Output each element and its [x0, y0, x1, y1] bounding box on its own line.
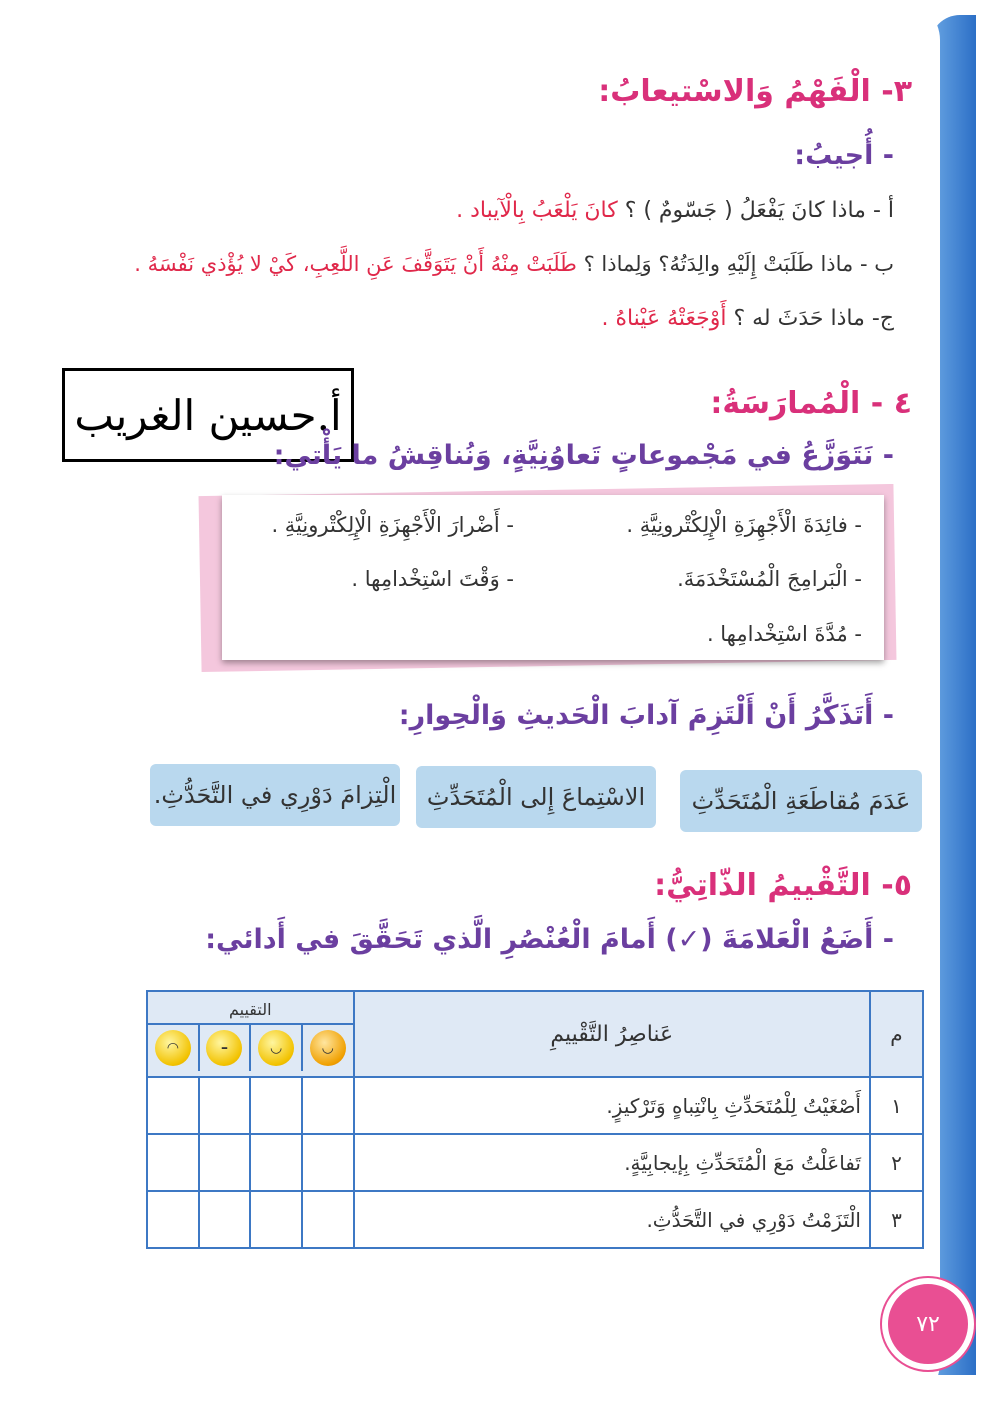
- rating-cell[interactable]: [147, 1191, 199, 1248]
- etiquette-item: عَدَمَ مُقاطَعَةِ الْمُتَحَدِّثِ: [680, 770, 922, 832]
- topic-item: - فائِدَةَ الْأَجْهِزَةِ الْإِلِكْتْرونِيَّةِ .: [626, 513, 862, 537]
- etiquette-title: - أَتَذَكَّرُ أَنْ أَلْتَزِمَ آدابَ الْحَديثِ وَالْحِوارِ:: [398, 700, 894, 731]
- header-num: م: [870, 991, 923, 1077]
- question-a-text: أ - ماذا كانَ يَفْعَلُ ( جَسّومٌ ) ؟: [624, 198, 894, 223]
- rating-cell[interactable]: [250, 1077, 302, 1134]
- rating-cell[interactable]: [302, 1077, 354, 1134]
- table-row: [147, 1077, 923, 1134]
- row-num: ١: [870, 1077, 923, 1134]
- row-item: أَصْغَيْتُ لِلْمُتَحَدِّثِ بِانْتِباهٍ وَتَرْكيزٍ.: [354, 1077, 870, 1134]
- section5-instruction: - أَضَعُ الْعَلامَةَ (✓) أَمامَ الْعُنْصُرِ الَّذي تَحَقَّقَ في أَدائي:: [205, 924, 894, 955]
- header-items: عَناصِرُ التَّقْييمِ: [354, 991, 870, 1077]
- question-b: [134, 252, 894, 276]
- etiquette-item: الاسْتِماعَ إِلى الْمُتَحَدِّثِ: [416, 766, 656, 828]
- rating-faces: [148, 1023, 353, 1071]
- rating-cell[interactable]: [199, 1077, 251, 1134]
- section4-title: ٤ - الْمُمارَسَةُ:: [710, 386, 912, 421]
- smile-face-icon: ◡: [310, 1030, 346, 1066]
- row-item: الْتَزَمْتُ دَوْرِي في التَّحَدُّثِ.: [354, 1191, 870, 1248]
- header-rating: [147, 991, 354, 1077]
- rating-cell[interactable]: [302, 1191, 354, 1248]
- topic-item: - أَضْرارَ الْأَجْهِزَةِ الْإِلِكْتْرونِيَّةِ .: [271, 513, 514, 537]
- section5-title: ٥- التَّقْييمُ الذّاتِيُّ:: [654, 868, 912, 903]
- face-cell: [198, 1025, 250, 1071]
- rating-cell[interactable]: [250, 1191, 302, 1248]
- face-cell: [301, 1025, 353, 1071]
- rating-cell[interactable]: [250, 1134, 302, 1191]
- author-name-box: أ.حسين الغريب: [62, 368, 354, 462]
- sad-face-icon: ◠: [155, 1030, 191, 1066]
- row-num: ٣: [870, 1191, 923, 1248]
- topic-item: - وَقْتَ اسْتِخْدامِها .: [351, 567, 514, 591]
- self-assessment-table: [146, 990, 924, 1249]
- question-c-text: ج- ماذا حَدَثَ له ؟: [733, 306, 894, 331]
- question-a: [456, 198, 894, 223]
- rating-cell[interactable]: [199, 1191, 251, 1248]
- table-row: [147, 1191, 923, 1248]
- table-header-row: [147, 991, 923, 1077]
- etiquette-item: الْتِزامَ دَوْرِي في التَّحَدُّثِ.: [150, 764, 400, 826]
- section3-instruction: - أُجيبُ:: [794, 140, 894, 171]
- face-cell: [148, 1025, 198, 1071]
- row-num: ٢: [870, 1134, 923, 1191]
- section3-title: ٣- الْفَهْمُ وَالاسْتيعابُ:: [598, 74, 912, 109]
- rating-label: التقييم: [229, 999, 272, 1019]
- happy-face-icon: ◡: [258, 1030, 294, 1066]
- page-number: ٧٢: [882, 1278, 974, 1370]
- rating-cell[interactable]: [147, 1077, 199, 1134]
- section4-instruction: - نَتَوَزَّعُ في مَجْموعاتٍ تَعاوُنِيَّةٍ، وَنُناقِشُ ما يَأْتي:: [273, 440, 894, 471]
- topic-item: - مُدَّةَ اسْتِخْدامِها .: [706, 622, 862, 646]
- rating-cell[interactable]: [302, 1134, 354, 1191]
- face-cell: [249, 1025, 301, 1071]
- question-c: [601, 306, 894, 331]
- answer-c: أَوْجَعَتْهُ عَيْناهُ .: [601, 306, 727, 331]
- rating-cell[interactable]: [199, 1134, 251, 1191]
- rating-cell[interactable]: [147, 1134, 199, 1191]
- row-item: تَفاعَلْتُ مَعَ الْمُتَحَدِّثِ بِإيجابِيَّةٍ.: [354, 1134, 870, 1191]
- answer-a: كانَ يَلْعَبُ بِالْآيباد .: [456, 198, 618, 223]
- answer-b: طَلَبَتْ مِنْهُ أَنْ يَتَوَقَّفَ عَنِ اللَّعِبِ، كَيْ لا يُؤْذي نَفْسَهُ .: [134, 252, 577, 276]
- table-row: [147, 1134, 923, 1191]
- topic-item: - الْبَرامِجَ الْمُسْتَخْدَمَةَ.: [677, 567, 862, 591]
- question-b-text: ب - ماذا طَلَبَتْ إِلَيْهِ والِدَتُهُ؟ وَلِماذا ؟: [583, 252, 894, 276]
- neutral-face-icon: –: [206, 1030, 242, 1066]
